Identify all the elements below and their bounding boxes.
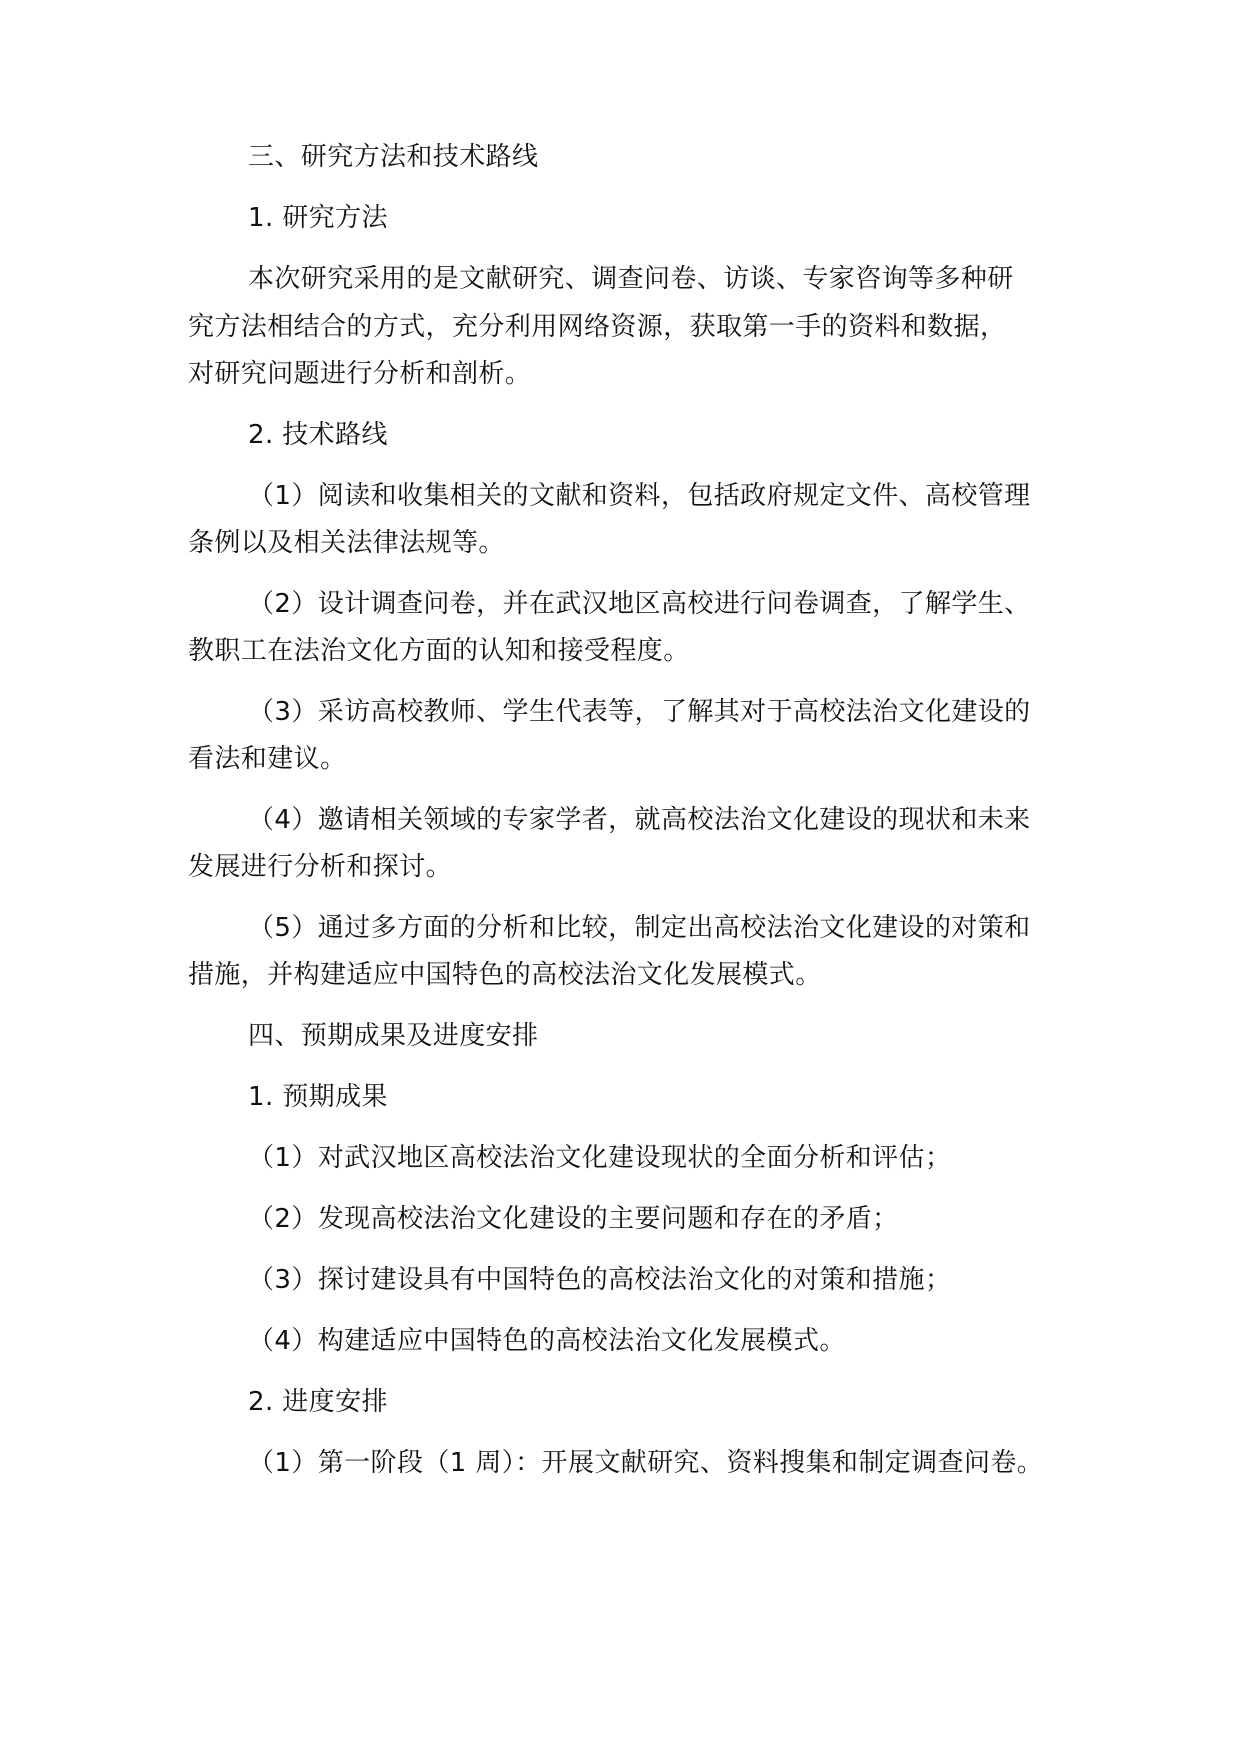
route-item-line: （2）设计调查问卷，并在武汉地区高校进行问卷调查，了解学生、 [248,589,1031,619]
schedule-heading: 2. 进度安排 [248,1387,388,1417]
route-item-line: （4）邀请相关领域的专家学者，就高校法治文化建设的现状和未来 [248,805,1031,835]
route-item-line: 条例以及相关法律法规等。 [188,528,505,558]
section3-heading: 三、研究方法和技术路线 [248,142,539,172]
route-item-line: 教职工在法治文化方面的认知和接受程度。 [188,636,690,666]
route-item-line: 发展进行分析和探讨。 [188,852,453,882]
outcome-heading: 1. 预期成果 [248,1082,388,1112]
method-heading: 1. 研究方法 [248,203,388,233]
route-heading: 2. 技术路线 [248,420,388,450]
outcome-item: （1）对武汉地区高校法治文化建设现状的全面分析和评估； [248,1143,952,1173]
section4-heading: 四、预期成果及进度安排 [248,1021,539,1051]
outcome-item: （2）发现高校法治文化建设的主要问题和存在的矛盾； [248,1204,899,1234]
method-paragraph-line: 对研究问题进行分析和剖析。 [188,359,532,389]
route-item-line: 措施，并构建适应中国特色的高校法治文化发展模式。 [188,960,822,990]
route-item-line: 看法和建议。 [188,744,347,774]
route-item-line: （1）阅读和收集相关的文献和资料，包括政府规定文件、高校管理 [248,481,1031,511]
outcome-item: （3）探讨建设具有中国特色的高校法治文化的对策和措施； [248,1265,952,1295]
method-paragraph-line: 本次研究采用的是文献研究、调查问卷、访谈、专家咨询等多种研 [248,264,1014,294]
method-paragraph-line: 究方法相结合的方式，充分利用网络资源，获取第一手的资料和数据， [188,312,1007,342]
route-item-line: （3）采访高校教师、学生代表等，了解其对于高校法治文化建设的 [248,697,1031,727]
schedule-item: （1）第一阶段（1 周）：开展文献研究、资料搜集和制定调查问卷。 [248,1448,1044,1478]
outcome-item: （4）构建适应中国特色的高校法治文化发展模式。 [248,1326,846,1356]
route-item-line: （5）通过多方面的分析和比较，制定出高校法治文化建设的对策和 [248,913,1031,943]
